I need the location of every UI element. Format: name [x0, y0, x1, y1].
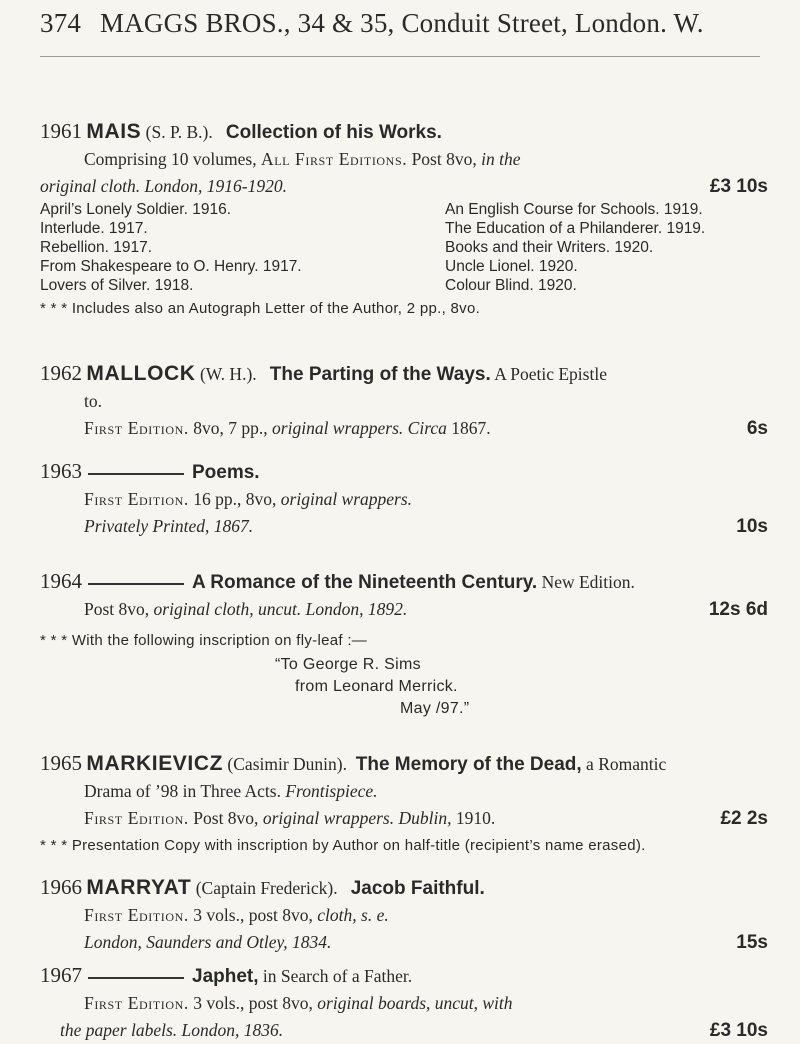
illustration-text: Frontispiece. [285, 781, 378, 801]
lot-number: 1963 [40, 459, 82, 483]
list-item: Uncle Lionel. 1920. [445, 258, 578, 275]
binding-text: original wrappers. [280, 489, 413, 509]
lot-number: 1966 [40, 875, 82, 899]
edition-text: First Edition. [84, 489, 189, 509]
author-details: (S. P. B.). [141, 122, 213, 142]
lot-number: 1961 [40, 119, 82, 143]
list-item: April’s Lonely Soldier. 1916. [40, 201, 232, 218]
author-name: MALLOCK [86, 362, 196, 385]
ditto-dash [88, 977, 184, 979]
inscription-line: from Leonard Merrick. [295, 678, 458, 695]
price: 10s [736, 516, 768, 537]
entry-1967 [40, 962, 768, 1044]
page-header [40, 8, 760, 52]
contents-list [40, 200, 768, 295]
edition-text: First Edition. [84, 905, 189, 925]
binding-text: original wrappers. Dublin, [262, 808, 452, 828]
price: £3 10s [709, 176, 768, 197]
author-name: MARRYAT [86, 876, 192, 899]
price: £2 2s [720, 808, 768, 829]
edition-text: First Edition. [84, 808, 189, 828]
author-details: (W. H.). [195, 364, 257, 384]
date-text: 1910. [451, 808, 496, 828]
binding-text: original wrappers. Circa [272, 418, 447, 438]
lot-number: 1964 [40, 569, 82, 593]
entry-1962 [40, 360, 768, 442]
author-name: MARKIEVICZ [86, 752, 224, 775]
book-title: The Parting of the Ways. [269, 364, 491, 385]
binding-text: in the [481, 149, 521, 169]
title-continuation: in Search of a Father. [258, 966, 413, 986]
price: 15s [736, 932, 768, 953]
format-text: 3 vols., post 8vo, [188, 993, 318, 1013]
price: 6s [746, 418, 768, 439]
note: * * * With the following inscription on fly-leaf :— [40, 632, 368, 649]
date-text: 1867. [446, 418, 491, 438]
book-title: Japhet, [192, 966, 259, 987]
lot-number: 1967 [40, 963, 82, 987]
list-item: An English Course for Schools. 1919. [445, 201, 703, 218]
price: £3 10s [709, 1020, 768, 1041]
format-text: 3 vols., post 8vo, [188, 905, 318, 925]
description-text: to. [84, 391, 102, 411]
edition-text: First Edition. [84, 418, 189, 438]
page-number: 374 [40, 8, 82, 38]
book-title: Poems. [192, 462, 260, 483]
entry-1965 [40, 750, 768, 859]
header-rule [40, 56, 760, 57]
note: * * * Presentation Copy with inscription by Author on half-title (recipient’s name erased). [40, 837, 646, 854]
ditto-dash [88, 583, 184, 585]
format-text: 8vo, 7 pp., [188, 418, 273, 438]
description-text: Comprising 10 volumes, [84, 149, 261, 169]
author-details: (Casimir Dunin). [223, 754, 347, 774]
book-title: The Memory of the Dead, [355, 754, 582, 775]
entry-1964 [40, 568, 768, 720]
list-item: Interlude. 1917. [40, 220, 148, 237]
note: * * * Includes also an Autograph Letter of the Author, 2 pp., 8vo. [40, 300, 481, 317]
entry-1963 [40, 458, 768, 540]
list-item: Rebellion. 1917. [40, 239, 153, 256]
binding-text: original cloth, uncut. London, 1892. [153, 599, 408, 619]
price: 12s 6d [708, 599, 768, 620]
imprint-text: London, Saunders and Otley, 1834. [84, 932, 332, 952]
book-title: A Romance of the Nineteenth Century. [192, 572, 538, 593]
title-continuation: A Poetic Epistle [490, 364, 607, 384]
imprint-text: Privately Printed, 1867. [84, 516, 254, 536]
list-item: Lovers of Silver. 1918. [40, 277, 194, 294]
book-title: Collection of his Works. [225, 122, 442, 143]
format-text: 16 pp., 8vo, [188, 489, 281, 509]
book-title: Jacob Faithful. [350, 878, 485, 899]
edition-text: First Edition. [84, 993, 189, 1013]
edition-text: All First Editions. [260, 149, 408, 169]
format-text: Post 8vo, [407, 149, 482, 169]
ditto-dash [88, 473, 184, 475]
format-text: Post 8vo, [84, 599, 154, 619]
title-continuation: New Edition. [537, 572, 635, 592]
binding-text: original boards, uncut, with [317, 993, 513, 1013]
lot-number: 1965 [40, 751, 82, 775]
title-continuation: a Romantic [581, 754, 667, 774]
format-text: Post 8vo, [188, 808, 263, 828]
imprint-text: the paper labels. London, 1836. [60, 1020, 284, 1040]
list-item: From Shakespeare to O. Henry. 1917. [40, 258, 302, 275]
running-title: MAGGS BROS., 34 & 35, Conduit Street, London. W. [100, 8, 704, 38]
binding-text: cloth, s. e. [317, 905, 389, 925]
inscription-line: May /97.” [400, 700, 470, 717]
lot-number: 1962 [40, 361, 82, 385]
author-details: (Captain Frederick). [191, 878, 338, 898]
list-item: Colour Blind. 1920. [445, 277, 577, 294]
list-item: The Education of a Philanderer. 1919. [445, 220, 706, 237]
author-name: MAIS [86, 120, 142, 143]
imprint-text: original cloth. London, 1916-1920. [40, 176, 287, 196]
list-item: Books and their Writers. 1920. [445, 239, 654, 256]
inscription-line: “To George R. Sims [275, 656, 421, 673]
entry-1966 [40, 874, 768, 956]
entry-1961 [40, 118, 768, 322]
description-text: Drama of ’98 in Three Acts. [84, 781, 286, 801]
